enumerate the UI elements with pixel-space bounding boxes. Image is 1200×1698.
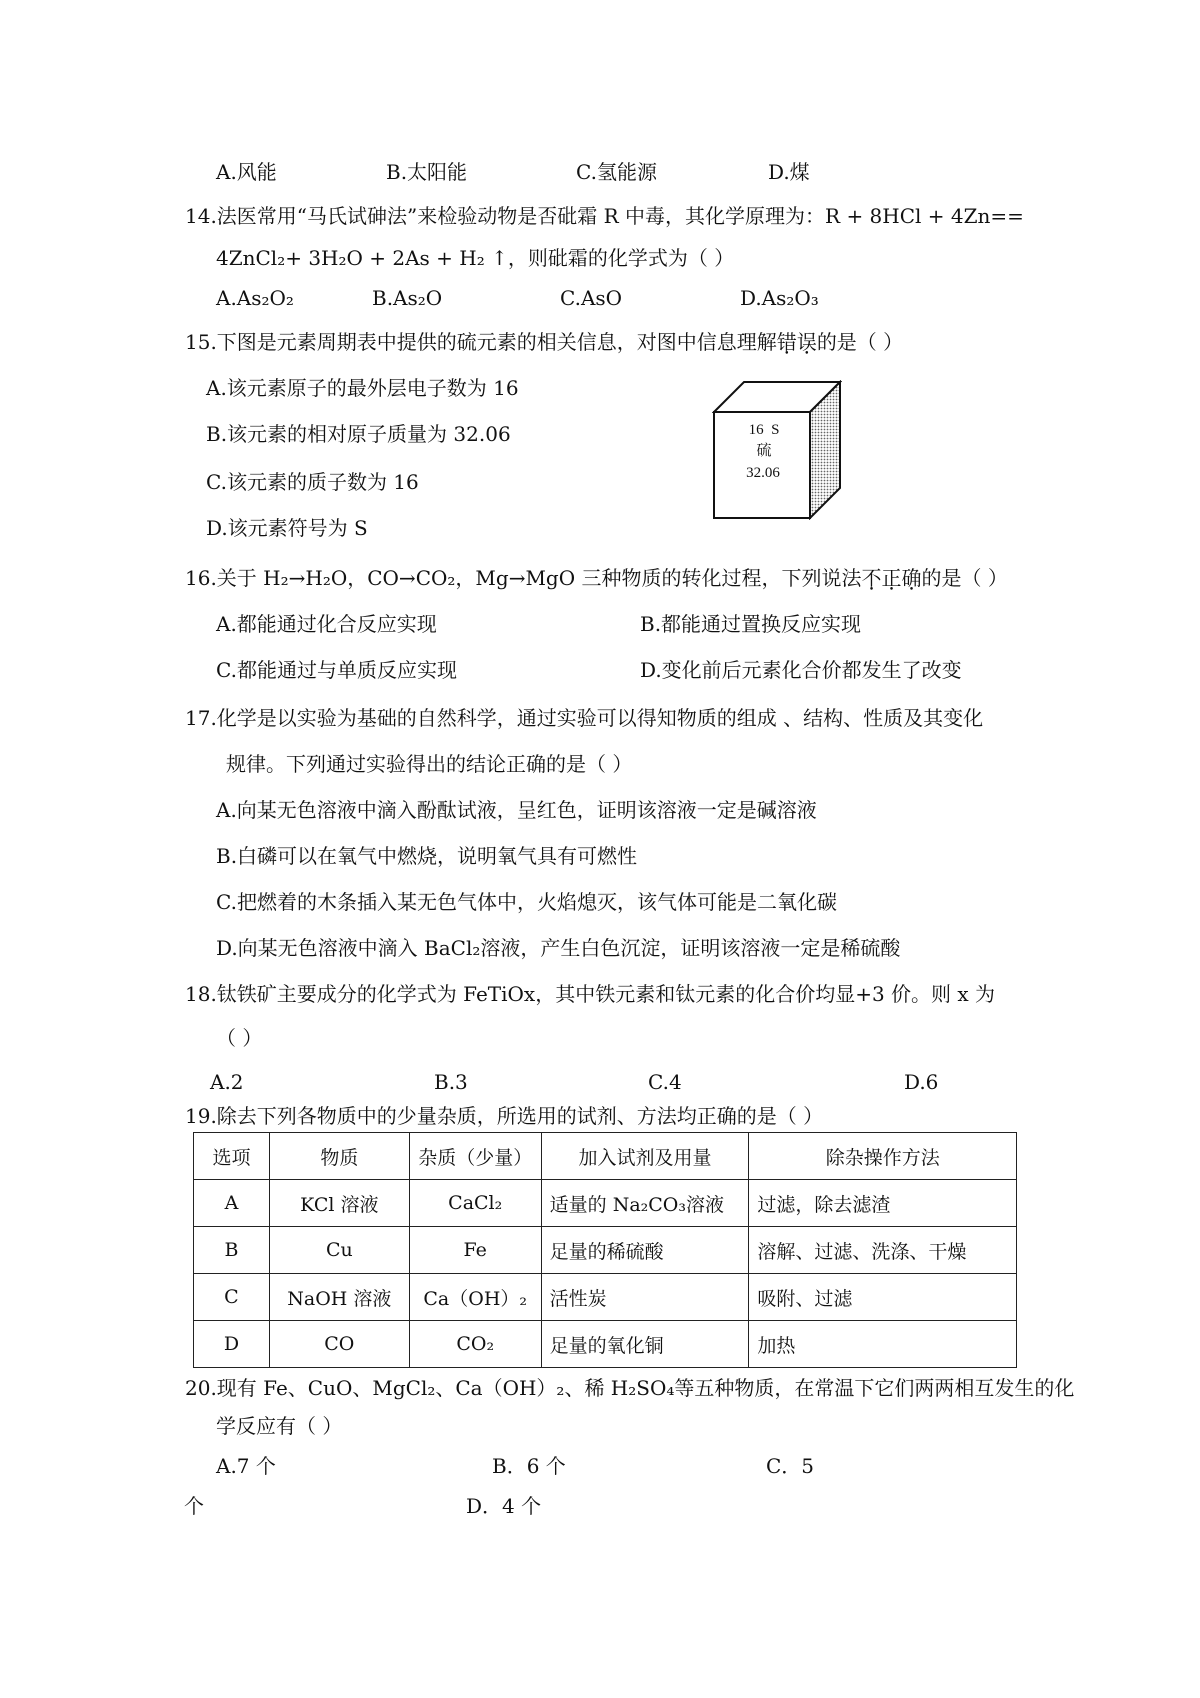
table-cell: CO bbox=[269, 1321, 409, 1368]
table-cell: 活性炭 bbox=[541, 1274, 749, 1321]
q15-option-b: B.该元素的相对原子质量为 32.06 bbox=[206, 422, 511, 446]
table-row bbox=[194, 1274, 1017, 1321]
q14-option-b: B.As₂O bbox=[372, 286, 443, 310]
q17-option-c: C.把燃着的木条插入某无色气体中，火焰熄灭，该气体可能是二氧化碳 bbox=[216, 890, 837, 914]
q13-option-b: B.太阳能 bbox=[386, 160, 468, 184]
q18-stem-line2: （ ） bbox=[216, 1026, 263, 1050]
cube-element-name: 硫 bbox=[756, 443, 772, 459]
table-header-row bbox=[194, 1133, 1017, 1180]
table-cell: A bbox=[194, 1180, 270, 1227]
table-cell: NaOH 溶液 bbox=[269, 1274, 409, 1321]
table-row bbox=[194, 1321, 1017, 1368]
table-cell: CaCl₂ bbox=[409, 1180, 541, 1227]
table-header-cell: 加入试剂及用量 bbox=[541, 1133, 749, 1180]
q14-stem: 14.法医常用“马氏试砷法”来检验动物是否砒霜 R 中毒，其化学原理为：R + 8HCl + 4Zn== bbox=[185, 204, 1024, 228]
q20-option-b: B．6 个 bbox=[492, 1454, 566, 1478]
table-cell: B bbox=[194, 1227, 270, 1274]
table-cell: C bbox=[194, 1274, 270, 1321]
q16-stem: 16.关于 H₂→H₂O，CO→CO₂，Mg→MgO 三种物质的转化过程，下列说法不正确的是（ ） bbox=[185, 566, 1008, 590]
q15-option-d: D.该元素符号为 S bbox=[206, 516, 368, 540]
q13-option-c: C.氢能源 bbox=[576, 160, 657, 184]
table-row bbox=[194, 1227, 1017, 1274]
table-cell: 足量的稀硫酸 bbox=[541, 1227, 749, 1274]
q17-stem: 17.化学是以实验为基础的自然科学，通过实验可以得知物质的组成 、结构、性质及其变化 bbox=[185, 706, 984, 730]
q17-option-d: D.向某无色溶液中滴入 BaCl₂溶液，产生白色沉淀，证明该溶液一定是稀硫酸 bbox=[216, 936, 901, 960]
table-header-cell: 选项 bbox=[194, 1133, 270, 1180]
q20-option-a: A.7 个 bbox=[216, 1454, 276, 1478]
q18-stem: 18.钛铁矿主要成分的化学式为 FeTiOx，其中铁元素和钛元素的化合价均显+3 价。则 x 为 bbox=[185, 982, 996, 1006]
table-cell: KCl 溶液 bbox=[269, 1180, 409, 1227]
table-cell: 吸附、过滤 bbox=[749, 1274, 1017, 1321]
sulfur-element-cell bbox=[712, 380, 842, 520]
table-cell: D bbox=[194, 1321, 270, 1368]
q14-option-c: C.AsO bbox=[560, 286, 623, 310]
q15-option-c: C.该元素的质子数为 16 bbox=[206, 470, 419, 494]
q18-option-d: D.6 bbox=[904, 1070, 939, 1094]
q20-stem-line2: 学反应有（ ） bbox=[216, 1414, 343, 1438]
table-cell: 加热 bbox=[749, 1321, 1017, 1368]
q18-option-c: C.4 bbox=[648, 1070, 682, 1094]
table-row bbox=[194, 1180, 1017, 1227]
cube-number-symbol: 16 S bbox=[748, 422, 780, 438]
q20-stem: 20.现有 Fe、CuO、MgCl₂、Ca（OH）₂、稀 H₂SO₄等五种物质，在常温下它们两两相互发生的化 bbox=[185, 1376, 1075, 1400]
cube-atomic-mass: 32.06 bbox=[746, 465, 780, 481]
q16-option-b: B.都能通过置换反应实现 bbox=[640, 612, 862, 636]
q16-option-a: A.都能通过化合反应实现 bbox=[216, 612, 437, 636]
table-cell: Ca（OH）₂ bbox=[409, 1274, 541, 1321]
table-cell: 过滤，除去滤渣 bbox=[749, 1180, 1017, 1227]
table-header-cell: 除杂操作方法 bbox=[749, 1133, 1017, 1180]
q15-stem: 15.下图是元素周期表中提供的硫元素的相关信息，对图中信息理解错误的是（ ） bbox=[185, 330, 904, 354]
table-cell: Cu bbox=[269, 1227, 409, 1274]
table-cell: 适量的 Na₂CO₃溶液 bbox=[541, 1180, 749, 1227]
q20-option-c-wrap: 个 bbox=[184, 1494, 204, 1518]
q20-option-c: C．5 bbox=[766, 1454, 815, 1478]
q16-option-c: C.都能通过与单质反应实现 bbox=[216, 658, 457, 682]
q13-option-d: D.煤 bbox=[768, 160, 810, 184]
table-cell: CO₂ bbox=[409, 1321, 541, 1368]
q13-option-a: A.风能 bbox=[216, 160, 277, 184]
q16-emphasis: 不正确 bbox=[861, 566, 922, 590]
q17-option-b: B.白磷可以在氧气中燃烧，说明氧气具有可燃性 bbox=[216, 844, 638, 868]
table-cell: 足量的氧化铜 bbox=[541, 1321, 749, 1368]
table-cell: 溶解、过滤、洗涤、干燥 bbox=[749, 1227, 1017, 1274]
q17-option-a: A.向某无色溶液中滴入酚酞试液，呈红色，证明该溶液一定是碱溶液 bbox=[216, 798, 817, 822]
table-header-cell: 物质 bbox=[269, 1133, 409, 1180]
q17-stem-line2: 规律。下列通过实验得出的结论正确的是（ ） bbox=[226, 752, 633, 776]
q14-option-a: A.As₂O₂ bbox=[216, 286, 294, 310]
q19-table bbox=[193, 1132, 1017, 1368]
q14-stem-line2: 4ZnCl₂+ 3H₂O + 2As + H₂ ↑，则砒霜的化学式为（ ） bbox=[216, 246, 735, 270]
table-header-cell: 杂质（少量） bbox=[409, 1133, 541, 1180]
q20-option-d: D．4 个 bbox=[466, 1494, 542, 1518]
q19-stem: 19.除去下列各物质中的少量杂质，所选用的试剂、方法均正确的是（ ） bbox=[185, 1104, 824, 1128]
table-cell: Fe bbox=[409, 1227, 541, 1274]
q16-option-d: D.变化前后元素化合价都发生了改变 bbox=[640, 658, 962, 682]
q15-emphasis: 错误 bbox=[776, 330, 817, 354]
q18-option-a: A.2 bbox=[210, 1070, 244, 1094]
q14-option-d: D.As₂O₃ bbox=[740, 286, 819, 310]
q18-option-b: B.3 bbox=[434, 1070, 468, 1094]
q15-option-a: A.该元素原子的最外层电子数为 16 bbox=[206, 376, 519, 400]
